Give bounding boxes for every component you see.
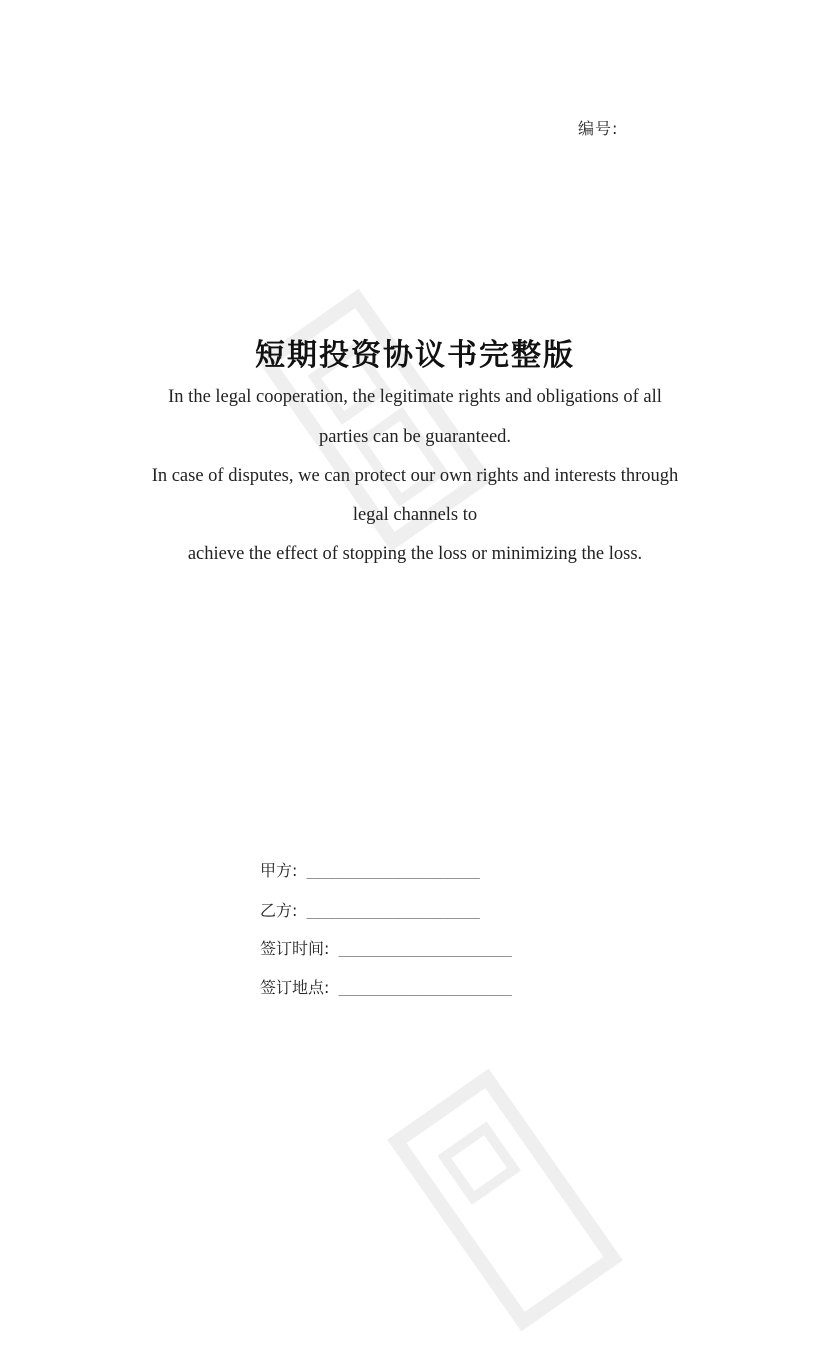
- intro-line: parties can be guaranteed.: [318, 427, 512, 447]
- party-a-blank[interactable]: ________________________: [306, 865, 480, 879]
- sign-place-label: 签订地点:: [260, 978, 330, 997]
- sign-place-row: [260, 975, 512, 998]
- sign-time-row: [260, 936, 512, 959]
- party-b-row: [260, 898, 480, 921]
- serial-number-label: 编号:: [578, 119, 619, 138]
- party-a-label: 甲方:: [260, 861, 298, 880]
- party-b-label: 乙方:: [260, 901, 298, 920]
- intro-line: legal channels to: [352, 505, 478, 525]
- sign-time-blank[interactable]: ________________________: [338, 943, 512, 957]
- party-b-blank[interactable]: ________________________: [306, 905, 480, 919]
- sign-place-blank[interactable]: ________________________: [338, 982, 512, 996]
- intro-line: achieve the effect of stopping the loss or minimizing the loss.: [187, 544, 643, 564]
- intro-line: In case of disputes, we can protect our own rights and interests through: [151, 466, 679, 486]
- document-title: 短期投资协议书完整版: [255, 338, 575, 373]
- sign-time-label: 签订时间:: [260, 939, 330, 958]
- party-a-row: [260, 858, 480, 881]
- intro-line: In the legal cooperation, the legitimate rights and obligations of all: [168, 387, 662, 407]
- watermark-icon: [375, 1059, 636, 1342]
